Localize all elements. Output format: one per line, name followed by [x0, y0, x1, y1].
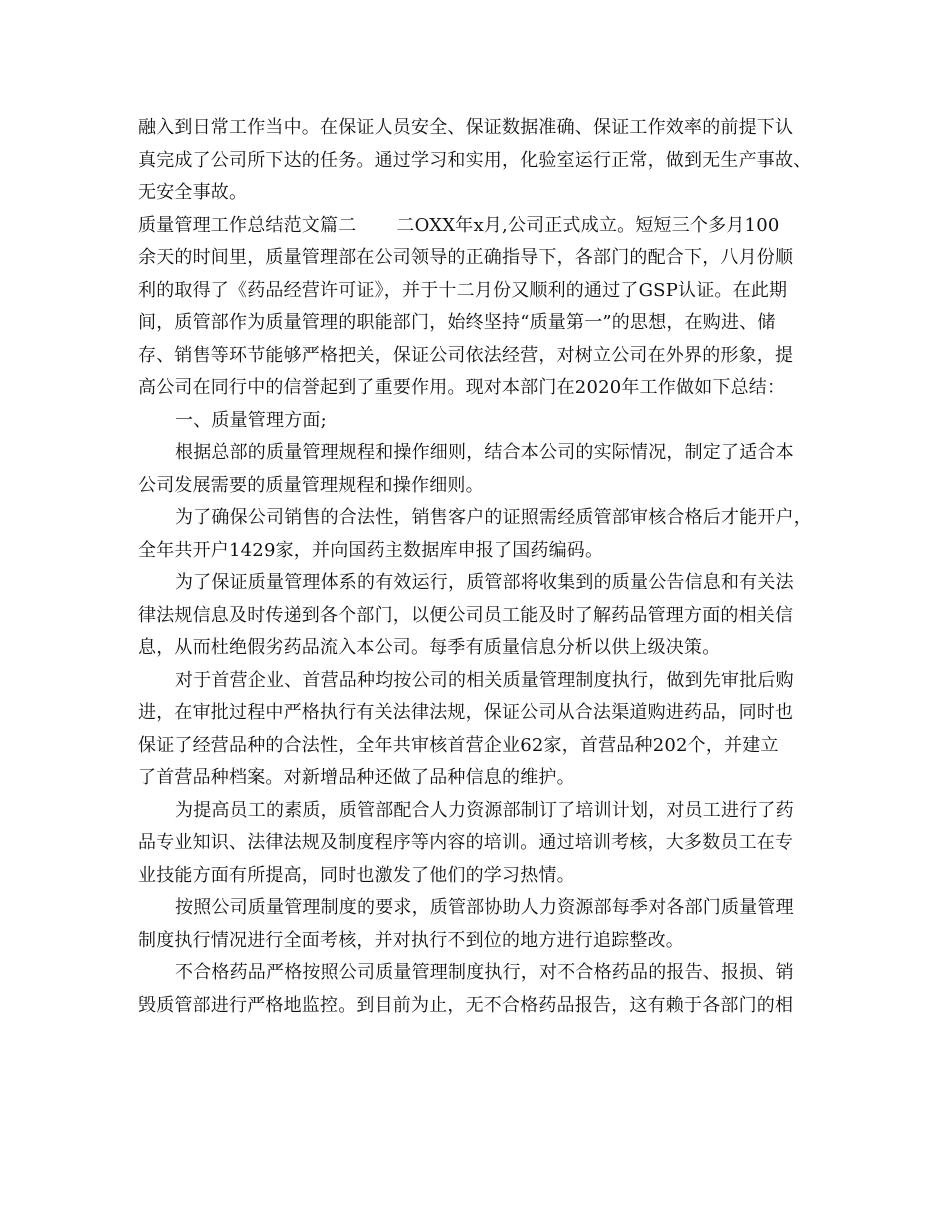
section-title: 质量管理工作总结范文篇二 [138, 214, 357, 236]
text-line: 毁质管部进行严格地监控。到目前为止，无不合格药品报告，这有赖于各部门的相 [138, 994, 794, 1016]
text-line: 公司发展需要的质量管理规程和操作细则。 [138, 474, 484, 496]
document-body [138, 112, 828, 1022]
text-line: 高公司在同行中的信誉起到了重要作用。现对本部门在2020年工作做如下总结： [138, 377, 786, 398]
text-line: 进，在审批过程中严格执行有关法律法规，保证公司从合法渠道购进药品，同时也 [138, 702, 794, 723]
text-line: 全年共开户1429家，并向国药主数据库申报了国药编码。 [138, 539, 604, 561]
text-line: 为了确保公司销售的合法性，销售客户的证照需经质管部审核合格后才能开户， [175, 507, 812, 528]
text-line: 利的取得了《药品经营许可证》，并于十二月份又顺利的通过了GSP认证。在此期 [138, 279, 788, 301]
text-line: 二OXX年x月,公司正式成立。短短三个多月100 [396, 214, 780, 236]
text-line: 了首营品种档案。对新增品种还做了品种信息的维护。 [138, 767, 575, 788]
text-line: 律法规信息及时传递到各个部门，以便公司员工能及时了解药品管理方面的相关信 [138, 604, 794, 626]
text-line: 间，质管部作为质量管理的职能部门，始终坚持“质量第一”的思想，在购进、储 [138, 312, 776, 333]
text-line: 按照公司质量管理制度的要求，质管部协助人力资源部每季对各部门质量管理 [175, 897, 794, 918]
text-line: 品专业知识、法律法规及制度程序等内容的培训。通过培训考核，大多数员工在专 [138, 832, 794, 853]
text-line: 真完成了公司所下达的任务。通过学习和实用，化验室运行正常，做到无生产事故、 [138, 149, 812, 171]
text-line: 存、销售等环节能够严格把关，保证公司依法经营，对树立公司在外界的形象，提 [138, 344, 794, 366]
text-line: 业技能方面有所提高，同时也激发了他们的学习热情。 [138, 864, 575, 886]
text-line: 无安全事故。 [138, 182, 248, 203]
text-line: 对于首营企业、首营品种均按公司的相关质量管理制度执行，做到先审批后购 [175, 669, 794, 691]
text-line: 根据总部的质量管理规程和操作细则，结合本公司的实际情况，制定了适合本 [175, 442, 794, 463]
text-line: 不合格药品严格按照公司质量管理制度执行，对不合格药品的报告、报损、销 [175, 962, 794, 983]
text-line: 为提高员工的素质，质管部配合人力资源部制订了培训计划，对员工进行了药 [175, 799, 794, 821]
subheading: 一、质量管理方面; [175, 409, 327, 431]
section-title-line [138, 210, 828, 243]
text-line: 为了保证质量管理体系的有效运行，质管部将收集到的质量公告信息和有关法 [175, 572, 794, 593]
text-line: 融入到日常工作当中。在保证人员安全、保证数据准确、保证工作效率的前提下认 [138, 117, 794, 138]
text-line: 息，从而杜绝假劣药品流入本公司。每季有质量信息分析以供上级决策。 [138, 637, 721, 658]
text-line: 余天的时间里，质量管理部在公司领导的正确指导下，各部门的配合下，八月份顺 [138, 247, 794, 268]
text-line: 制度执行情况进行全面考核，并对执行不到位的地方进行追踪整改。 [138, 929, 684, 951]
text-line: 保证了经营品种的合法性，全年共审核首营企业62家，首营品种202个，并建立 [138, 734, 779, 756]
